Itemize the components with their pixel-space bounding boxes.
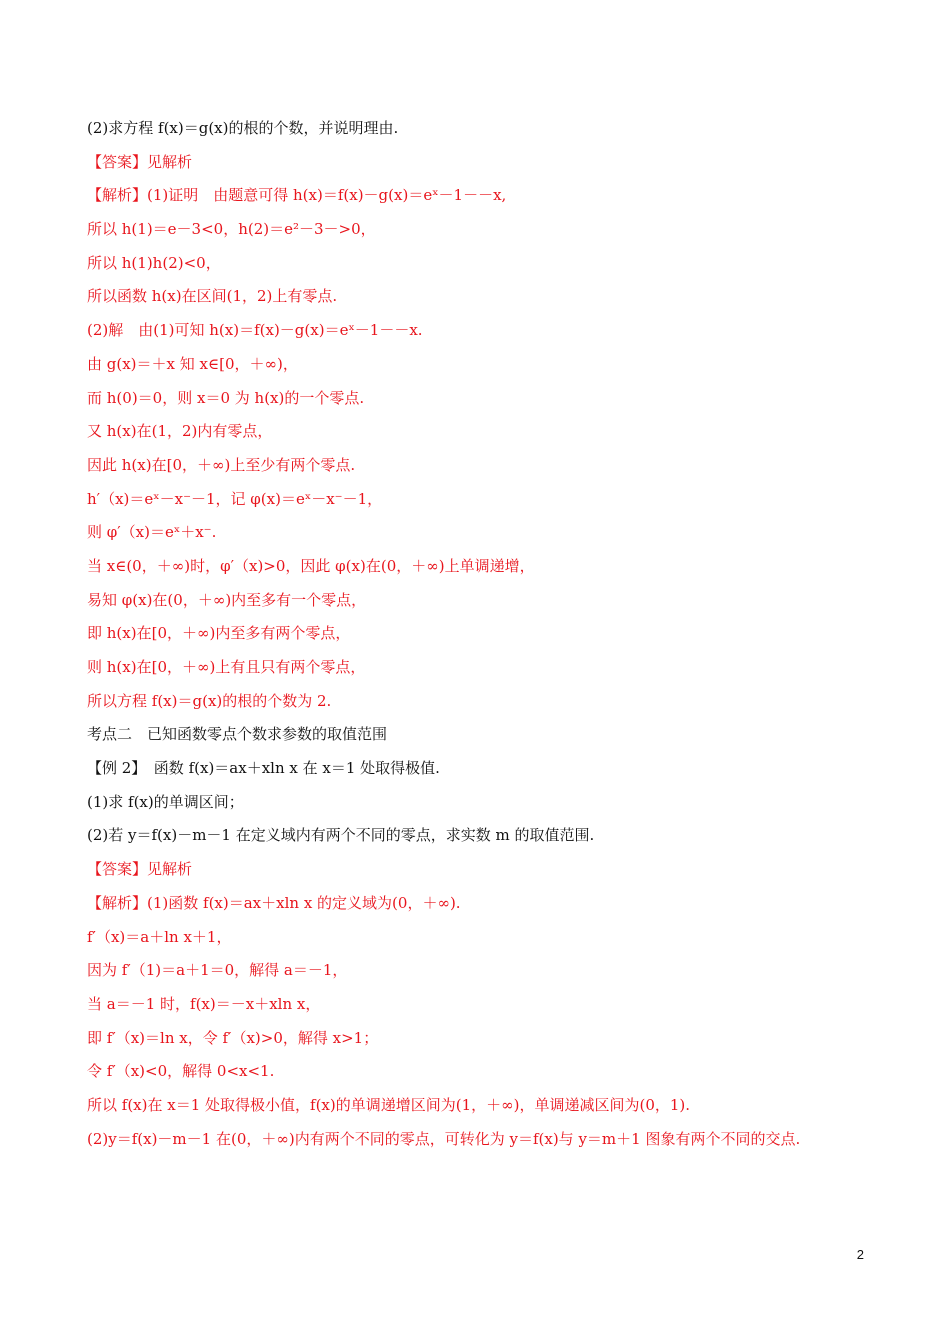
solution-line: 而 h(0)＝0，则 x＝0 为 h(x)的一个零点. xyxy=(87,388,365,407)
solution-line: 所以 h(1)＝e－3<0，h(2)＝e²－3－>0， xyxy=(87,220,376,239)
solution-line: 即 h(x)在[0，＋∞)内至多有两个零点， xyxy=(87,624,351,643)
solution-line: 令 f′（x)<0，解得 0<x<1. xyxy=(87,1062,275,1081)
question-line: (1)求 f(x)的单调区间； xyxy=(87,792,244,811)
section-heading: 考点二 已知函数零点个数求参数的取值范围 xyxy=(87,725,388,744)
solution-line: 则 φ′（x)＝eˣ＋x⁻. xyxy=(87,523,217,542)
solution-line: (2)y＝f(x)－m－1 在(0，＋∞)内有两个不同的零点，可转化为 y＝f(x)与 y＝m＋1 图象有两个不同的交点. xyxy=(87,1129,801,1148)
page-number: 2 xyxy=(856,1247,864,1262)
solution-line: 则 h(x)在[0，＋∞)上有且只有两个零点， xyxy=(87,658,366,676)
solution-line: (2)解 由(1)可知 h(x)＝f(x)－g(x)＝eˣ－1－－x. xyxy=(87,321,423,340)
solution-line: 当 a＝－1 时，f(x)＝－x＋xln x， xyxy=(87,994,321,1013)
solution-line: 所以方程 f(x)＝g(x)的根的个数为 2. xyxy=(87,691,332,710)
solution-line: 易知 φ(x)在(0，＋∞)内至多有一个零点， xyxy=(87,590,367,609)
solution-line: 即 f′（x)＝ln x，令 f′（x)>0，解得 x>1； xyxy=(87,1028,379,1047)
question-line: (2)若 y＝f(x)－m－1 在定义域内有两个不同的零点，求实数 m 的取值范围. xyxy=(87,826,595,845)
text-line: (2)求方程 f(x)＝g(x)的根的个数，并说明理由. xyxy=(87,119,399,137)
solution-line: h′（x)＝eˣ－x⁻－1，记 φ(x)＝eˣ－x⁻－1， xyxy=(87,489,383,508)
answer-label: 【答案】见解析 xyxy=(87,152,193,171)
solution-line: 所以函数 h(x)在区间(1，2)上有零点. xyxy=(87,287,338,306)
solution-line: 【解析】(1)函数 f(x)＝ax＋xln x 的定义域为(0，＋∞). xyxy=(87,893,461,912)
solution-line: 所以 f(x)在 x＝1 处取得极小值，f(x)的单调递增区间为(1，＋∞)，单调递减区间为(0，1). xyxy=(87,1095,691,1114)
solution-line: 由 g(x)＝＋x 知 x∈[0，＋∞)， xyxy=(87,354,298,373)
solution-line: 因为 f′（1)＝a＋1＝0，解得 a＝－1， xyxy=(87,961,348,980)
solution-line: f′（x)＝a＋ln x＋1， xyxy=(87,927,232,946)
example-title: 【例 2】 函数 f(x)＝ax＋xln x 在 x＝1 处取得极值. xyxy=(87,759,440,778)
solution-line: 【解析】(1)证明 由题意可得 h(x)＝f(x)－g(x)＝eˣ－1－－x, xyxy=(87,186,507,205)
text-body xyxy=(87,112,877,1156)
solution-line: 因此 h(x)在[0，＋∞)上至少有两个零点. xyxy=(87,455,356,474)
solution-line: 又 h(x)在(1，2)内有零点， xyxy=(87,422,273,441)
solution-line: 所以 h(1)h(2)<0， xyxy=(87,253,221,272)
answer-label: 【答案】见解析 xyxy=(87,860,193,879)
solution-line: 当 x∈(0，＋∞)时，φ′（x)>0，因此 φ(x)在(0，＋∞)上单调递增， xyxy=(87,556,535,575)
